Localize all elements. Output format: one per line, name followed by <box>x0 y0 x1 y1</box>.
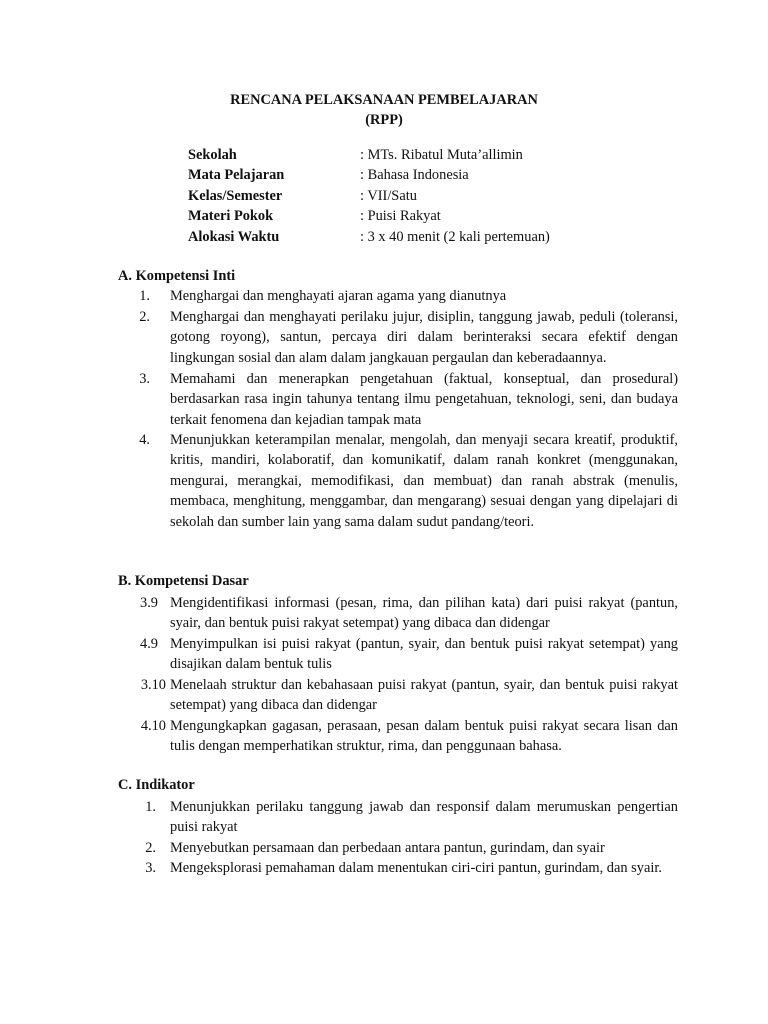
document-subtitle: (RPP) <box>365 112 403 128</box>
identity-value: : MTs. Ribatul Muta’allimin <box>360 147 523 163</box>
identity-label: Mata Pelajaran <box>188 167 285 184</box>
list-text: Menghargai dan menghayati ajaran agama yang dianutnya <box>170 288 507 304</box>
list-number: 3. <box>145 860 156 876</box>
identity-value: : VII/Satu <box>360 187 417 204</box>
section-heading-kompetensi-inti: A. Kompetensi Inti <box>118 268 236 284</box>
list-text: Menunjukkan keterampilan menalar, mengolah, dan menyaji secara kreatif, produktif, kritis, mandiri, kolaboratif, dan komunikatif, dalam ranah konkret (menggunakan, mengurai, merangkai, memodifikasi, dan membuat) dan ranah abstrak (menulis, membaca, menghitung, menggambar, dan mengarang) sesuai dengan yang dipelajari di sekolah dan sumber lain yang sama dalam sudut pandang/teori. <box>170 432 678 530</box>
identity-row-topic <box>188 206 550 226</box>
list-number: 2. <box>139 309 150 325</box>
identity-label: Kelas/Semester <box>188 187 283 204</box>
list-number: 4.9 <box>140 636 158 652</box>
list-text: Mengungkapkan gagasan, perasaan, pesan dalam bentuk puisi rakyat secara lisan dan tulis dengan memperhatikan struktur, rima, dan penggunaan bahasa. <box>170 718 678 755</box>
list-text: Menelaah struktur dan kebahasaan puisi rakyat (pantun, syair, dan bentuk puisi rakyat setempat) yang dibaca dan didengar <box>170 677 678 714</box>
list-text: Mengeksplorasi pemahaman dalam menentukan ciri-ciri pantun, gurindam, dan syair. <box>170 860 662 876</box>
identity-row-school <box>188 145 550 165</box>
list-number: 1. <box>139 288 150 304</box>
identity-label: Alokasi Waktu <box>188 228 280 245</box>
identity-row-subject <box>188 165 550 185</box>
section-heading-kompetensi-dasar: B. Kompetensi Dasar <box>118 573 249 589</box>
list-number: 4.10 <box>140 718 166 734</box>
list-number: 3. <box>139 371 150 387</box>
identity-row-class <box>188 186 550 206</box>
identity-label: Materi Pokok <box>188 208 274 225</box>
list-text: Menyebutkan persamaan dan perbedaan antara pantun, gurindam, dan syair <box>170 840 605 856</box>
identity-value: : Bahasa Indonesia <box>360 167 469 184</box>
list-text: Menunjukkan perilaku tanggung jawab dan responsif dalam merumuskan pengertian puisi rakyat <box>170 799 678 836</box>
list-text: Menghargai dan menghayati perilaku jujur, disiplin, tanggung jawab, peduli (toleransi, gotong royong), santun, percaya diri dalam berinteraksi secara efektif dengan lingkungan sosial dan alam dalam jangkauan pergaulan dan keberadaannya. <box>170 309 678 366</box>
list-text: Memahami dan menerapkan pengetahuan (faktual, konseptual, dan prosedural) berdasarkan rasa ingin tahunya tentang ilmu pengetahuan, teknologi, seni, dan budaya terkait fenomena dan kejadian tampak mata <box>170 371 678 428</box>
list-text: Mengidentifikasi informasi (pesan, rima, dan pilihan kata) dari puisi rakyat (pantun, syair, dan bentuk puisi rakyat setempat) yang dibaca dan didengar <box>170 595 678 632</box>
list-number: 4. <box>139 432 150 448</box>
list-text: Menyimpulkan isi puisi rakyat (pantun, syair, dan bentuk puisi rakyat setempat) yang disajikan dalam bentuk tulis <box>170 636 678 673</box>
section-heading-indikator: C. Indikator <box>118 777 195 793</box>
list-number: 2. <box>145 840 156 856</box>
identity-label: Sekolah <box>188 147 237 163</box>
list-number: 1. <box>145 799 156 815</box>
list-number: 3.10 <box>140 677 166 693</box>
document-title: RENCANA PELAKSANAAN PEMBELAJARAN <box>230 92 538 108</box>
identity-value: : Puisi Rakyat <box>360 208 441 225</box>
identity-row-time <box>188 227 550 247</box>
identity-value: : 3 x 40 menit (2 kali pertemuan) <box>360 228 550 245</box>
identity-table <box>188 145 550 247</box>
list-number: 3.9 <box>140 595 158 611</box>
